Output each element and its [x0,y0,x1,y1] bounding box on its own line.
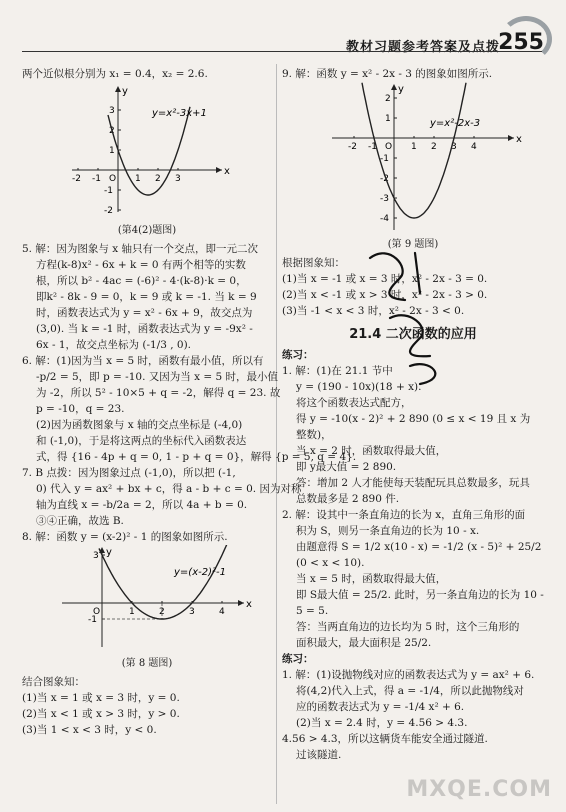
q8-line: 8. 解：函数 y = (x-2)² - 1 的图象如图所示. [22,531,228,543]
right-column [282,66,544,763]
x-tick-label: 3 [175,174,181,184]
q5-line: 即k² - 8k - 9 = 0，k = 9 或 k = -1. 当 k = 9 [36,291,257,303]
graph-q9-caption: (第 9 题图) [387,239,439,250]
p2-line: 答：当两直角边的边长均为 5 时，这个三角形的 [296,621,520,633]
p2-line: (0 < x < 10). [296,557,365,569]
y-axis-arrow-icon [391,84,397,90]
x-axis-label: x [224,166,230,177]
graph-q9 [282,82,544,232]
q7-block [22,465,302,529]
x-tick-label: -1 [92,174,101,184]
function-label: y=(x-2)²-1 [174,567,226,578]
q9-result-line: (3)当 -1 < x < 3 时，x² - 2x - 3 < 0. [282,305,465,317]
p1-line: 1. 解：(1)在 21.1 节中 [282,365,393,377]
p3-line: 1. 解：(1)设抛物线对应的函数表达式为 y = ax² + 6. [282,669,535,681]
y-tick-label [385,82,391,84]
practice-label: 练习： [282,653,314,665]
p1-line: 得 y = -10(x - 2)² + 2 890 (0 ≤ x < 19 且 x 为 [296,413,531,425]
q9-result-line: (1)当 x = -1 或 x = 3 时，x² - 2x - 3 = 0. [282,273,488,285]
conclusion-line: (3)当 1 < x < 3 时，y < 0. [22,724,157,736]
x-tick-label: 2 [159,607,165,617]
q4-roots-line: 两个近似根分别为 x₁ = 0.4，x₂ = 2.6. [22,68,208,80]
p2-line: 积为 S，则另一条直角边的长为 10 - x. [296,525,480,537]
y-tick-label: -1 [88,615,97,625]
p1-line: 将这个函数表达式配方， [296,397,412,409]
y-axis-label: y [398,84,404,95]
p3-line: 将(4,2)代入上式，得 a = -1/4，所以此抛物线对 [296,685,524,697]
y-tick-label: 2 [385,94,391,104]
q9-result-block [282,255,544,319]
q5-block [22,241,272,353]
p3-line: 过该隧道. [296,749,342,761]
page-number: 255 [498,30,544,55]
q9-result-line: (2)当 x < -1 或 x > 3 时，x² - 2x - 3 > 0. [282,289,488,301]
p2-line: 面积最大，最大面积是 25/2. [296,637,432,649]
q6-line: (2)因为函数图象与 x 轴的交点坐标是 (-4,0) [36,419,243,431]
q6-line: p = -10，q = 23. [36,403,125,415]
x-tick-label: -1 [368,142,377,152]
q7-line: ③④正确，故选 B. [36,515,124,527]
q5-line: 6x - 1，故交点坐标为 (-1/3 , 0). [36,339,192,351]
page-header [0,0,566,62]
x-tick-label: 3 [451,142,457,152]
y-tick-label: -4 [380,214,389,224]
x-tick-label: -2 [72,174,81,184]
p2-line: 当 x = 5 时，函数取得最大值， [296,573,447,585]
graph-q8-caption: (第 8 题图) [121,658,173,669]
practice1-q2-block [282,507,544,651]
x-axis-label: x [516,134,522,145]
y-tick-label: -1 [380,154,389,164]
x-axis-arrow-icon [508,135,514,141]
practice1-q1-block [282,363,544,507]
q5-line: 方程(k-8)x² - 6x + k = 0 有两个相等的实数 [36,259,246,271]
y-tick-label: 1 [109,146,115,156]
x-tick-label: 1 [135,174,141,184]
graph-q4 [22,82,272,218]
p1-line: 当 x = 2 时，函数取得最大值， [296,445,447,457]
y-axis-label: y [122,86,128,97]
column-divider [276,64,277,804]
p2-line: 由题意得 S = 1/2 x(10 - x) = -1/2 (x - 5)² + 25/2 [296,541,542,553]
conclusion-block [22,674,272,738]
p1-line: 总数最多是 2 890 件. [296,493,400,505]
x-tick-label: 2 [431,142,437,152]
y-tick-label: -2 [104,206,113,216]
p1-line: 即 y最大值 = 2 890. [296,461,397,473]
q5-line: 根，所以 b² - 4ac = (-6)² - 4·(k-8)·k = 0， [36,275,247,287]
p1-line: 答：增加 2 人才能使每天装配玩具总数最多，玩具 [296,477,530,489]
q9-result-line: 根据图象知： [282,257,345,269]
practice-label: 练习： [282,349,314,361]
header-title: 教材习题参考答案及点拨 [345,40,500,55]
section-title: 21.4 二次函数的应用 [349,327,477,342]
x-tick-label: 1 [411,142,417,152]
x-tick-label: -2 [348,142,357,152]
p2-line: 即 S最大值 = 25/2. 此时，另一条直角边的长为 10 - [296,589,544,601]
x-tick-label: O [385,142,393,152]
p2-line: 2. 解：设其中一条直角边的长为 x，直角三角形的面 [282,509,526,521]
q9-line: 9. 解：函数 y = x² - 2x - 3 的图象如图所示. [282,68,493,80]
q6-line: -p/2 = 5，即 p = -10. 又因为当 x = 5 时，最小值 [36,371,279,383]
q6-line: 6. 解：(1)因为当 x = 5 时，函数有最小值，所以有 [22,355,264,367]
p1-line: 整数)， [296,429,332,441]
conclusion-line: 结合图象知： [22,676,85,688]
y-axis-label: y [106,547,112,558]
y-tick-label: 3 [93,551,99,561]
y-axis-arrow-icon [115,86,121,92]
x-axis-arrow-icon [216,167,222,173]
x-tick-label: O [93,607,101,617]
q7-line: 0) 代入 y = ax² + bx + c，得 a - b + c = 0. 因为对称 [36,483,302,495]
x-tick-label: O [109,174,117,184]
function-label: y=x²-2x-3 [430,118,481,129]
y-tick-label: -1 [104,186,113,196]
graph-q4-caption: (第4(2)题图) [117,225,177,236]
q5-line: (3,0). 当 k = -1 时，函数表达式为 y = -9x² - [36,323,253,335]
function-label: y=x²-3x+1 [152,108,207,119]
p3-line: (2)当 x = 2.4 时，y = 4.56 > 4.3. [296,717,468,729]
x-tick-label: 1 [129,607,135,617]
q5-line: 时，函数表达式为 y = x² - 6x + 9，故交点为 [36,307,253,319]
x-axis-arrow-icon [238,600,244,606]
y-tick-label: 3 [109,106,115,116]
q5-line: 5. 解：因为图象与 x 轴只有一个交点，即一元二次 [22,243,258,255]
x-tick-label: 2 [155,174,161,184]
q6-line: 为 -2，所以 5² - 10×5 + q = -2，解得 q = 23. 故 [36,387,281,399]
y-tick-label: 2 [109,126,115,136]
conclusion-line: (1)当 x = 1 或 x = 3 时，y = 0. [22,692,180,704]
x-tick-label: 3 [189,607,195,617]
q7-line: 轴为直线 x = -b/2a = 2，所以 4a + b = 0. [36,499,248,511]
x-axis-label: x [246,599,252,610]
x-tick-label: 4 [471,142,477,152]
p1-line: y = (190 - 10x)(18 + x). [296,381,422,393]
conclusion-line: (2)当 x < 1 或 x > 3 时，y > 0. [22,708,180,720]
header-rule [22,51,542,52]
y-tick-label: 1 [385,114,391,124]
p3-line: 4.56 > 4.3，所以这辆货车能安全通过隧道. [282,733,488,745]
p3-line: 应的函数表达式为 y = -1/4 x² + 6. [296,701,465,713]
p2-line: 5 = 5. [296,605,329,617]
x-tick-label: 4 [219,607,225,617]
y-tick-label: -2 [380,174,389,184]
graph-q8 [22,545,272,651]
q6-line: 式，得 {16 - 4p + q = 0, 1 - p + q = 0}，解得 {p = 5, q = 4}. [36,451,357,463]
y-tick-label: -3 [380,194,389,204]
watermark-logo: MXQE.COM [406,777,552,802]
q6-line: 和 (-1,0)，于是将这两点的坐标代入函数表达 [36,435,247,447]
practice2-q1-block [282,667,544,763]
q7-line: 7. B 点拨：因为图象过点 (-1,0)，所以把 (-1, [22,467,236,479]
